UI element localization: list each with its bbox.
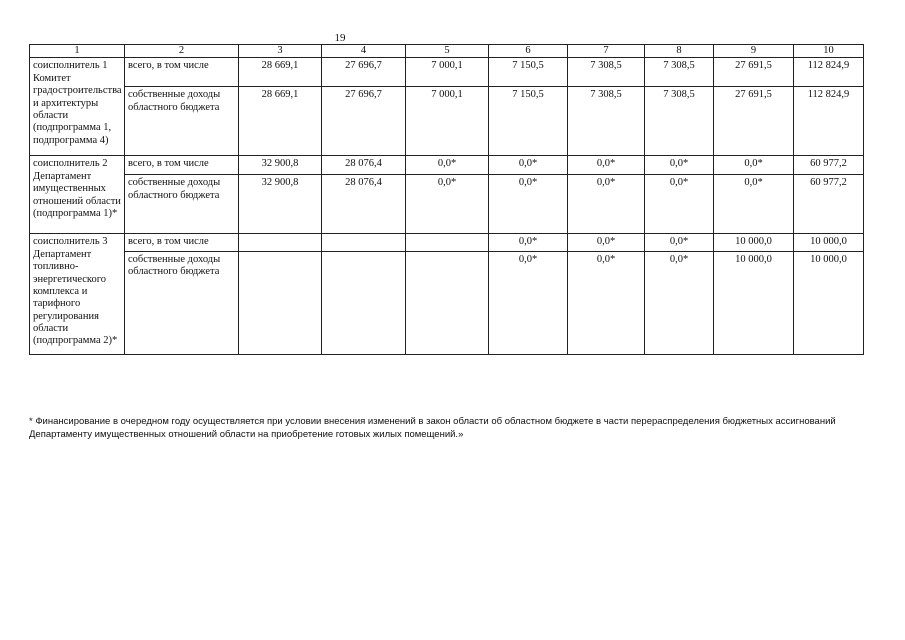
value-cell: 0,0* xyxy=(645,175,714,234)
value-cell: 0,0* xyxy=(568,156,645,175)
value-cell: 27 691,5 xyxy=(714,87,794,156)
value-cell: 7 308,5 xyxy=(568,58,645,87)
value-cell: 27 691,5 xyxy=(714,58,794,87)
value-cell: 32 900,8 xyxy=(239,175,322,234)
table-row xyxy=(30,87,864,156)
table-row xyxy=(30,175,864,234)
header-cell: 10 xyxy=(794,45,864,58)
value-cell: 0,0* xyxy=(645,156,714,175)
value-cell xyxy=(239,251,322,354)
total-label: всего, в том числе xyxy=(125,234,239,251)
value-cell: 0,0* xyxy=(406,156,489,175)
value-cell: 0,0* xyxy=(645,234,714,251)
value-cell: 0,0* xyxy=(568,251,645,354)
value-cell: 0,0* xyxy=(489,234,568,251)
header-cell: 2 xyxy=(125,45,239,58)
total-label: всего, в том числе xyxy=(125,156,239,175)
value-cell: 0,0* xyxy=(714,156,794,175)
value-cell: 10 000,0 xyxy=(794,251,864,354)
executor-name: соисполнитель 2 Департамент имущественных отношений области (подпрограмма 1)* xyxy=(30,156,125,234)
value-cell: 7 000,1 xyxy=(406,58,489,87)
value-cell: 112 824,9 xyxy=(794,87,864,156)
value-cell: 28 076,4 xyxy=(322,175,406,234)
header-cell: 9 xyxy=(714,45,794,58)
value-cell: 28 669,1 xyxy=(239,58,322,87)
executor-name: соисполнитель 1 Комитет градостроительства и архитектуры области (подпрограмма 1, подпрограмма 4) xyxy=(30,58,125,156)
value-cell: 0,0* xyxy=(489,156,568,175)
total-label: всего, в том числе xyxy=(125,58,239,87)
value-cell: 10 000,0 xyxy=(714,234,794,251)
page-number: 19 xyxy=(334,32,346,44)
header-row xyxy=(30,45,864,58)
value-cell: 0,0* xyxy=(489,251,568,354)
value-cell: 27 696,7 xyxy=(322,87,406,156)
table-row xyxy=(30,234,864,251)
value-cell: 7 150,5 xyxy=(489,58,568,87)
value-cell: 7 308,5 xyxy=(568,87,645,156)
header-cell: 8 xyxy=(645,45,714,58)
header-cell: 3 xyxy=(239,45,322,58)
footnote: * Финансирование в очередном году осуществляется при условии внесения изменений в закон области об областном бюджете в части перераспределения бюджетных ассигнований Департаменту имущественных отношений области на приобретение готовых жилых помещений.» xyxy=(29,416,836,440)
value-cell: 60 977,2 xyxy=(794,156,864,175)
sub-label: собственные доходы областного бюджета xyxy=(125,87,239,156)
value-cell: 7 000,1 xyxy=(406,87,489,156)
funding-table xyxy=(29,44,864,355)
executor-name: соисполнитель 3 Департамент топливно-энергетического комплекса и тарифного регулирования области (подпрограмма 2)* xyxy=(30,234,125,354)
value-cell: 0,0* xyxy=(568,234,645,251)
value-cell: 0,0* xyxy=(489,175,568,234)
value-cell: 0,0* xyxy=(714,175,794,234)
sub-label: собственные доходы областного бюджета xyxy=(125,175,239,234)
value-cell: 7 150,5 xyxy=(489,87,568,156)
sub-label: собственные доходы областного бюджета xyxy=(125,251,239,354)
value-cell: 28 076,4 xyxy=(322,156,406,175)
value-cell: 7 308,5 xyxy=(645,87,714,156)
value-cell: 0,0* xyxy=(568,175,645,234)
header-cell: 1 xyxy=(30,45,125,58)
value-cell xyxy=(322,251,406,354)
value-cell: 10 000,0 xyxy=(794,234,864,251)
value-cell: 112 824,9 xyxy=(794,58,864,87)
value-cell: 28 669,1 xyxy=(239,87,322,156)
value-cell: 32 900,8 xyxy=(239,156,322,175)
value-cell: 27 696,7 xyxy=(322,58,406,87)
header-cell: 7 xyxy=(568,45,645,58)
value-cell: 7 308,5 xyxy=(645,58,714,87)
value-cell xyxy=(406,251,489,354)
header-cell: 5 xyxy=(406,45,489,58)
value-cell: 0,0* xyxy=(406,175,489,234)
table-row xyxy=(30,251,864,354)
table-row xyxy=(30,58,864,87)
value-cell xyxy=(322,234,406,251)
value-cell xyxy=(239,234,322,251)
value-cell: 60 977,2 xyxy=(794,175,864,234)
value-cell: 10 000,0 xyxy=(714,251,794,354)
header-cell: 6 xyxy=(489,45,568,58)
value-cell: 0,0* xyxy=(645,251,714,354)
header-cell: 4 xyxy=(322,45,406,58)
table-row xyxy=(30,156,864,175)
value-cell xyxy=(406,234,489,251)
